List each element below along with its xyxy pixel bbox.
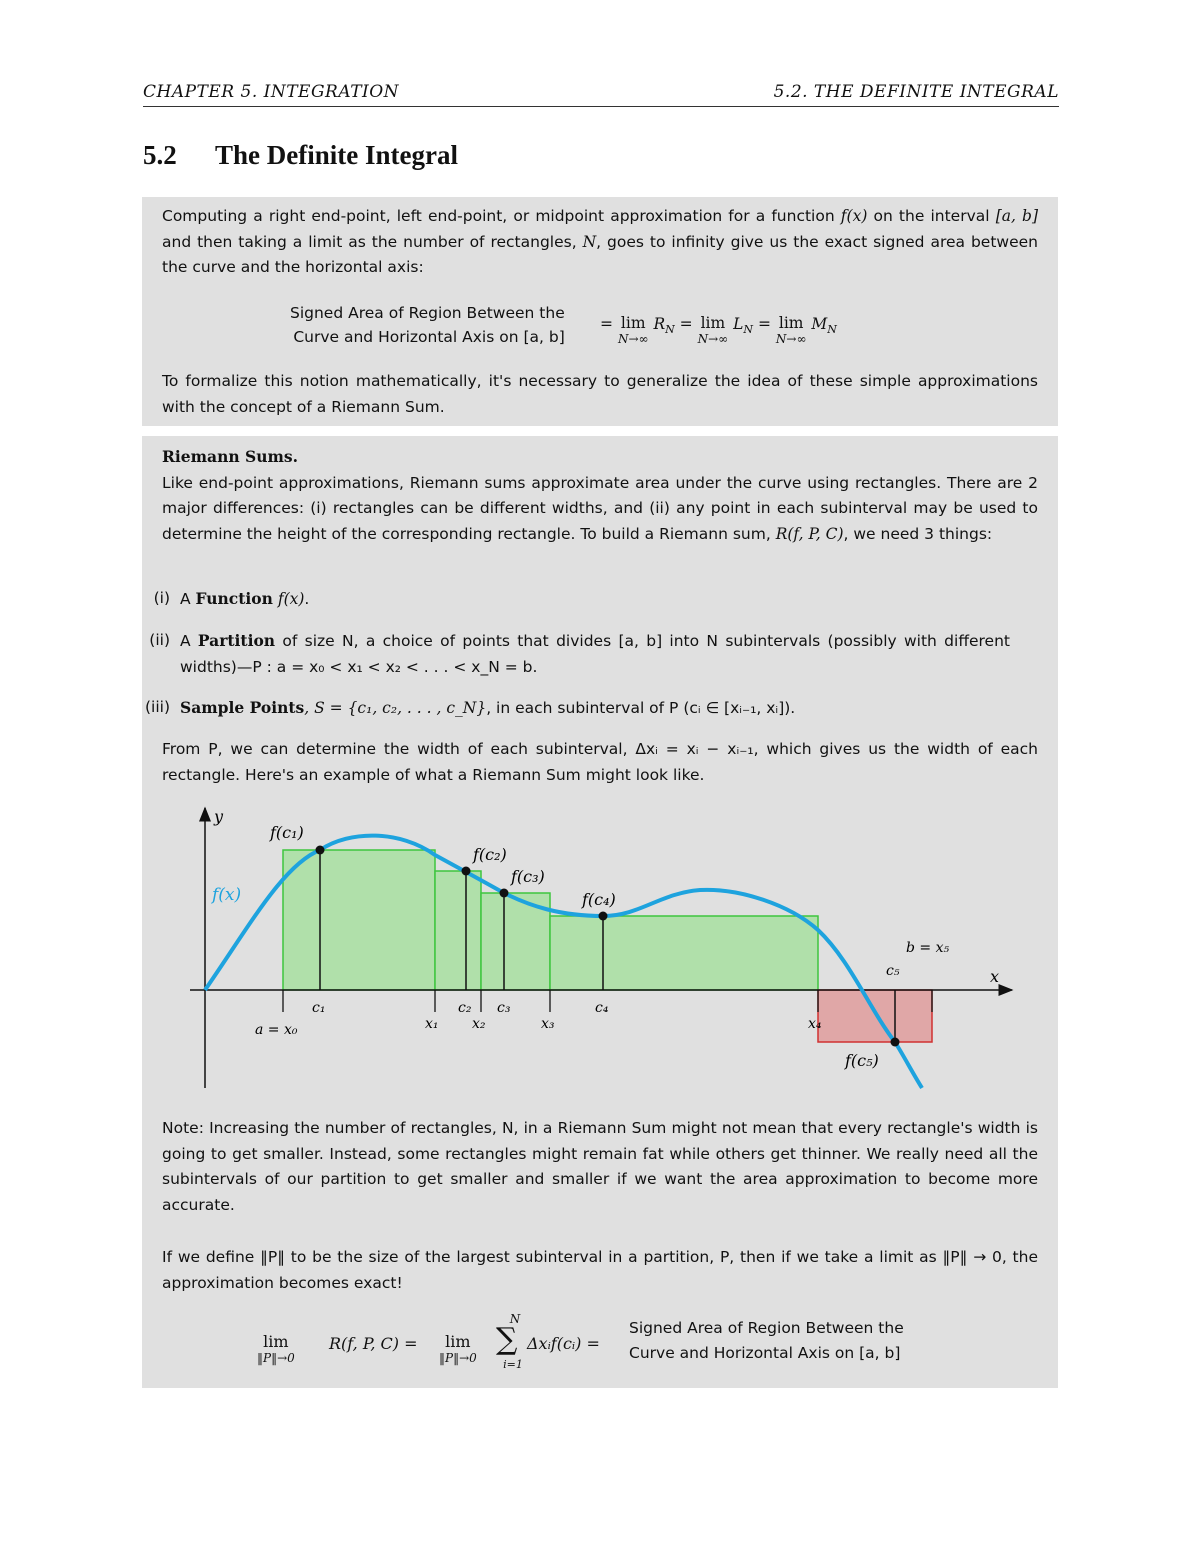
c4-label: c₄: [595, 1000, 609, 1016]
final-rhs: [629, 1316, 904, 1366]
fc4-label: f(c₄): [582, 890, 616, 909]
note-paragraph: Note: Increasing the number of rectangles, N, in a Riemann Sum might not mean that every rectangle's width is going to get smaller. Instead, some rectangles might remain fat while others get thinner. We really need all the subintervals of our partition to get smaller and smaller if we want the area approximation to become more accurate.: [162, 1119, 1038, 1214]
equals-sign: =: [600, 315, 613, 333]
equation-lhs-line1: Signed Area of Region Between the: [290, 304, 565, 322]
intro-paragraph: [162, 204, 1038, 281]
limit-L: lim N→∞: [697, 314, 729, 346]
sum-upper: N: [509, 1312, 521, 1326]
section-number: 5.2: [143, 140, 177, 170]
running-header: [143, 82, 1059, 107]
riemann-R: R(f, P, C): [775, 524, 844, 543]
intro-N: N: [582, 232, 597, 251]
definition-paragraph: If we define ‖P‖ to be the size of the largest subinterval in a partition, P, then if we take a limit as ‖P‖ → 0, the approximation becomes exact!: [162, 1248, 1038, 1292]
riemann-text-a: Like end-point approximations, Riemann sums approximate area under the curve using rectangles. There are 2 major differences: (i) rectangles can be different widths, and (ii) any point in each subinterval may be used to determine the height of the corresponding rectangle. To build a Riemann sum,: [162, 473, 1038, 543]
limit-equation: [290, 301, 930, 347]
c2-label: c₂: [458, 1000, 472, 1016]
list-item: (ii) A Partition of size N, a choice of points that divides [a, b] into N subintervals (possibly with different widths)—P : a = x₀ < x₁ < x₂ < . . . < x_N = b.: [149, 631, 1010, 676]
riemann-text-b: , we need 3 things:: [843, 524, 993, 543]
intro-fx: f(x): [840, 207, 868, 225]
riemann-sum-figure: [142, 800, 1058, 1100]
riemann-paragraph: [162, 444, 1038, 547]
equation-lhs-line2: Curve and Horizontal Axis on [a, b]: [293, 328, 565, 346]
limit-M: lim N→∞: [775, 314, 807, 346]
intro-text-b: on the interval: [867, 207, 996, 225]
final-rhs-line1: Signed Area of Region Between the: [629, 1319, 904, 1337]
y-axis-label: y: [214, 807, 224, 826]
formalize-paragraph: To formalize this notion mathematically, it's necessary to generalize the idea of these simple approximations with the concept of a Riemann Sum.: [162, 372, 1038, 416]
b-label: b = x₅: [906, 940, 950, 956]
sum-lower: i=1: [503, 1358, 523, 1371]
fc3-label: f(c₃): [511, 867, 545, 886]
rectangle-5: [818, 990, 932, 1042]
x0-label: a = x₀: [255, 1022, 298, 1038]
intro-text-c: and then taking a limit as the number of rectangles,: [162, 232, 583, 251]
section-title: [143, 140, 458, 171]
L-symbol: L: [733, 315, 744, 333]
limit-R: lim N→∞: [617, 314, 649, 346]
equation-rhs: = lim N→∞ $R_N = \lim$ N→∞ $L_N = \lim$ N→∞ $M_N$: [600, 314, 837, 346]
header-chapter: CHAPTER 5. INTEGRATION: [143, 82, 400, 102]
rectangle-4: [550, 916, 818, 990]
sum-symbol: ∑: [496, 1322, 518, 1357]
list-item: (iii) Sample Points, S = {c₁, c₂, . . . , c_N}, in each subinterval of P (cᵢ ∈ [xᵢ₋₁, xᵢ]).: [144, 698, 796, 717]
rectangle-1: [283, 850, 435, 990]
intro-text-a: Computing a right end-point, left end-point, or midpoint approximation for a function: [162, 207, 841, 225]
list-item: (i) A Function f(x).: [153, 589, 310, 608]
x1-label: x₁: [425, 1016, 439, 1032]
curve-label: f(x): [212, 885, 242, 905]
c1-label: c₁: [312, 1000, 326, 1016]
R-symbol: R: [653, 315, 666, 333]
intro-interval: [a, b]: [995, 207, 1038, 225]
fc1-label: f(c₁): [270, 823, 304, 842]
x-axis-label: x: [990, 967, 1000, 986]
rectangle-2: [435, 871, 481, 990]
c5-label: c₅: [886, 963, 900, 979]
x3-label: x₃: [541, 1016, 555, 1032]
definition-box: [142, 197, 1058, 426]
final-limit: lim ‖P‖→0: [257, 1332, 295, 1365]
x4-label: x₄: [808, 1016, 822, 1032]
equation-lhs: [290, 301, 565, 349]
final-R: R(f, P, C) =: [329, 1334, 418, 1353]
c3-label: c₃: [497, 1000, 511, 1016]
section-title-text: The Definite Integral: [215, 140, 458, 170]
final-limit-2: lim ‖P‖→0: [439, 1332, 477, 1365]
intro-text-d: , goes to infinity give us the exact signed area between the curve and the horizontal axis:: [162, 232, 1038, 276]
width-paragraph: From P, we can determine the width of each subinterval, Δxᵢ = xᵢ − xᵢ₋₁, which gives us the width of each rectangle. Here's an example of what a Riemann Sum might look like.: [162, 740, 1038, 784]
fc2-label: f(c₂): [473, 845, 507, 864]
header-section: 5.2. THE DEFINITE INTEGRAL: [773, 82, 1059, 102]
riemann-heading: Riemann Sums.: [162, 447, 298, 466]
x2-label: x₂: [472, 1016, 486, 1032]
fc5-label: f(c₅): [845, 1051, 879, 1070]
M-symbol: M: [811, 315, 828, 333]
final-equation: [257, 1312, 977, 1376]
final-term: Δxᵢf(cᵢ) =: [527, 1334, 600, 1353]
riemann-box: [142, 436, 1058, 1388]
final-rhs-line2: Curve and Horizontal Axis on [a, b]: [629, 1344, 901, 1362]
